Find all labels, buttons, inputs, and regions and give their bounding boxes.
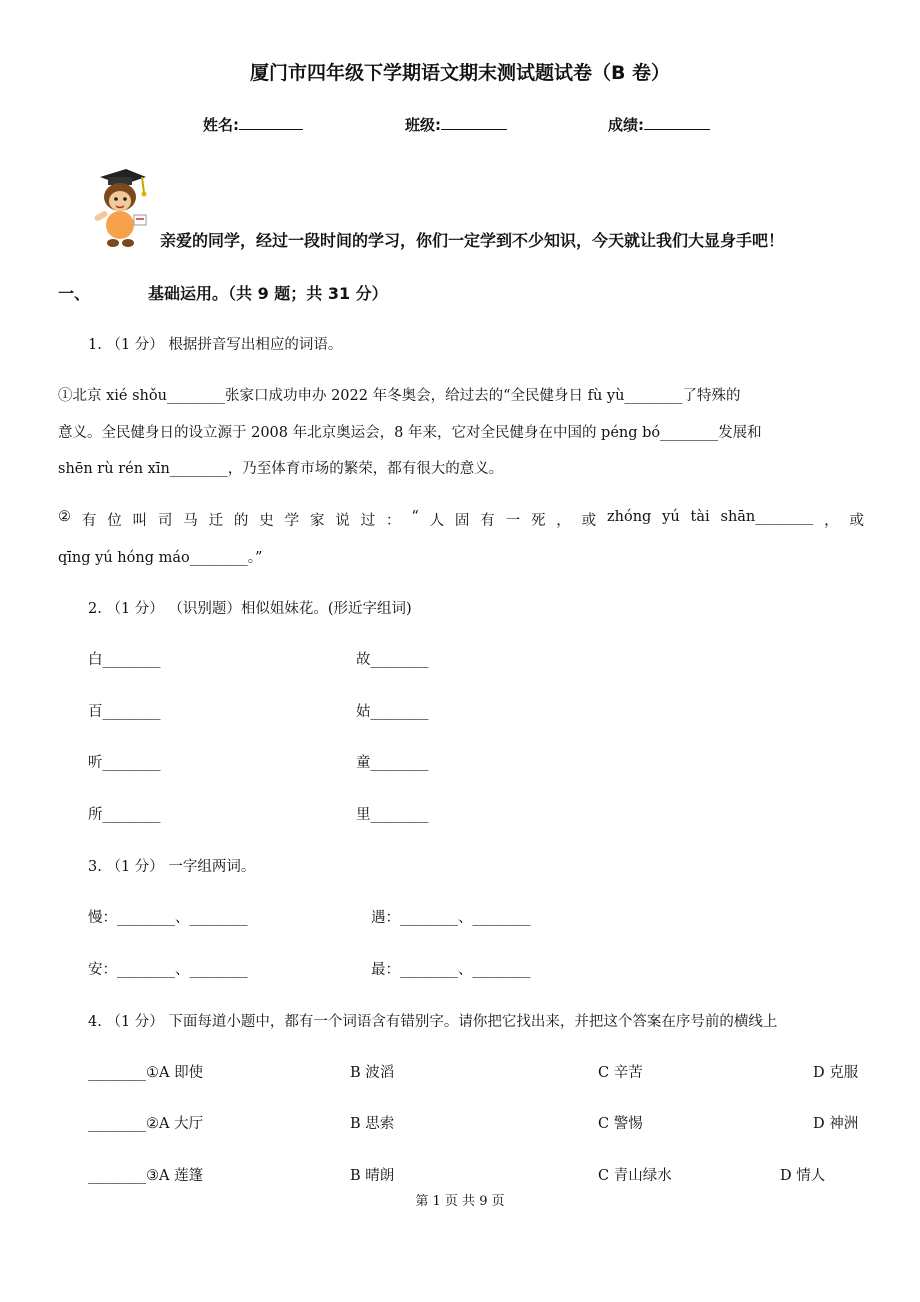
- q1-paragraph2-word: 死: [530, 513, 546, 529]
- q1-paragraph2-word: tài: [690, 509, 710, 525]
- q3-item: 慢：________、________: [88, 910, 248, 926]
- q2-left-item: 听________: [88, 755, 161, 771]
- page-title: 厦门市四年级下学期语文期末测试题试卷（B 卷）: [249, 62, 671, 84]
- q2-header: 2. （1 分） （识别题）相似姐妹花。(形近字组词): [88, 601, 412, 617]
- q1-paragraph1-line3: shēn rù rén xīn________，乃至体育市场的繁荣，都有很大的意义。: [58, 461, 504, 477]
- q1-paragraph2-word: shān________: [720, 509, 814, 525]
- q1-paragraph2-word: “: [411, 509, 419, 525]
- q4-row1-option-b: B 波滔: [350, 1065, 395, 1081]
- score-label: 成绩:: [608, 116, 644, 134]
- q1-paragraph2-word: 的: [233, 513, 249, 529]
- q1-header: 1. （1 分） 根据拼音写出相应的词语。: [88, 337, 343, 353]
- q4-row2-option-a: ________②A 大厅: [88, 1116, 204, 1132]
- class-label: 班级:: [405, 116, 441, 134]
- q2-right-item: 姑________: [356, 704, 429, 720]
- name-blank[interactable]: [239, 115, 303, 130]
- name-field: [203, 114, 303, 135]
- q2-right-item: 里________: [356, 807, 429, 823]
- score-field: [608, 114, 710, 135]
- page-footer: 第 1 页 共 9 页: [415, 1194, 505, 1209]
- q4-row2-option-d: D 神洲: [813, 1116, 859, 1132]
- q1-paragraph2-word: 过: [360, 513, 376, 529]
- q3-header: 3. （1 分） 一字组两词。: [88, 859, 256, 875]
- name-label: 姓名:: [203, 116, 239, 134]
- greeting-text: 亲爱的同学，经过一段时间的学习，你们一定学到不少知识，今天就让我们大显身手吧！: [160, 231, 785, 250]
- q1-paragraph2-word: 学: [284, 513, 300, 529]
- q1-paragraph2-word: 人: [429, 513, 445, 529]
- section-title: 基础运用。（共 9 题；共 31 分）: [148, 284, 388, 303]
- q1-paragraph2-word: 司: [157, 513, 173, 529]
- q1-paragraph2-word: 叫: [132, 513, 148, 529]
- q1-paragraph2-line2: qīng yú hóng máo________。”: [58, 550, 263, 566]
- student-mascot-icon: [86, 163, 152, 249]
- q1-paragraph2-word: 或: [581, 513, 597, 529]
- class-blank[interactable]: [441, 115, 507, 130]
- q4-row3-option-d: D 情人: [780, 1168, 826, 1184]
- q1-paragraph2-word: ：: [385, 513, 401, 529]
- q1-paragraph2-word: 说: [335, 513, 350, 529]
- q3-item: 安：________、________: [88, 962, 248, 978]
- q2-left-item: 所________: [88, 807, 161, 823]
- q4-header: 4. （1 分） 下面每道小题中，都有一个词语含有错别字。请你把它找出来，并把这个答案在序号前的横线上: [88, 1014, 778, 1030]
- q1-paragraph2-word: 家: [309, 513, 325, 529]
- q1-paragraph2-word: 固: [454, 513, 470, 529]
- class-field: [405, 114, 507, 135]
- score-blank[interactable]: [644, 115, 710, 130]
- q2-right-item: 故________: [356, 652, 429, 668]
- q2-left-item: 白________: [88, 652, 161, 668]
- q4-row1-option-c: C 辛苦: [598, 1065, 643, 1081]
- q4-row3-option-b: B 晴朗: [350, 1168, 395, 1184]
- q1-paragraph2-word: ，: [556, 513, 571, 529]
- q1-paragraph2-word: ②: [58, 509, 71, 525]
- q4-row2-option-c: C 警惕: [598, 1116, 643, 1132]
- q4-row3-option-a: ________③A 莲篷: [88, 1168, 204, 1184]
- q4-row2-option-b: B 思索: [350, 1116, 395, 1132]
- q1-paragraph2-line1: [58, 509, 864, 530]
- q1-paragraph2-word: zhóng: [606, 509, 652, 525]
- q3-item: 最：________、________: [371, 962, 531, 978]
- q2-right-item: 童________: [356, 755, 429, 771]
- q1-paragraph2-word: 一: [505, 513, 521, 529]
- q1-paragraph1-line1: ①北京 xié shǒu________张家口成功申办 2022 年冬奥会，给过去的“全民健身日 fù yù________了特殊的: [58, 388, 741, 404]
- q1-paragraph2-word: 有: [480, 513, 495, 529]
- q1-paragraph1-line2: 意义。全民健身日的设立源于 2008 年北京奥运会，8 年来，它对全民健身在中国的 péng bó________发展和: [58, 425, 762, 441]
- q1-paragraph2-word: 马: [183, 513, 198, 529]
- q1-paragraph2-word: 史: [259, 513, 274, 529]
- q4-row1-option-a: ________①A 即使: [88, 1065, 204, 1081]
- q1-paragraph2-word: 有: [81, 513, 97, 529]
- q1-paragraph2-word: ，: [824, 513, 839, 529]
- section-number: 一、: [58, 284, 91, 303]
- q1-paragraph2-word: 位: [107, 513, 122, 529]
- q1-paragraph2-word: yú: [662, 509, 680, 525]
- q1-paragraph2-word: 迁: [208, 513, 224, 529]
- q4-row1-option-d: D 克服: [813, 1065, 859, 1081]
- q3-item: 遇：________、________: [371, 910, 531, 926]
- q1-paragraph2-word: 或: [849, 513, 864, 529]
- q4-row3-option-c: C 青山绿水: [598, 1168, 672, 1184]
- q2-left-item: 百________: [88, 704, 161, 720]
